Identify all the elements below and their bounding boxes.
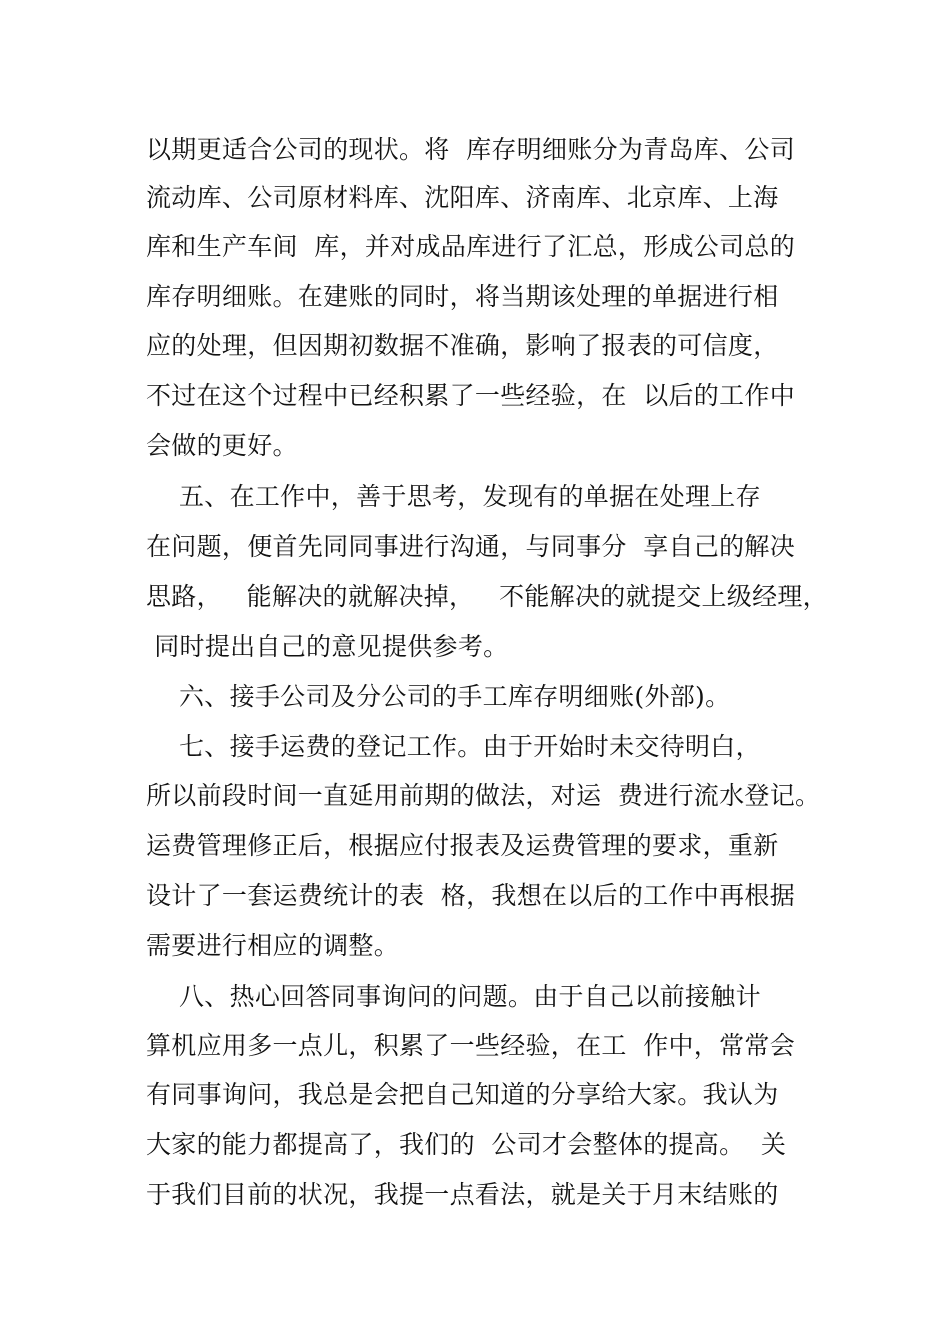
text-line: 五、在工作中，善于思考，发现有的单据在处理上存: [146, 482, 761, 511]
text-line: 不过在这个过程中已经积累了一些经验，在 以后的工作中: [146, 381, 795, 410]
text-line: 八、热心回答同事询问的问题。由于自己以前接触计: [146, 982, 761, 1011]
text-line: 七、接手运费的登记工作。由于开始时未交待明白，: [146, 732, 761, 761]
text-line: 设计了一套运费统计的表 格，我想在以后的工作中再根据: [146, 881, 795, 910]
text-line: 六、接手公司及分公司的手工库存明细账(外部)。: [146, 682, 731, 711]
text-line: 以期更适合公司的现状。将 库存明细账分为青岛库、公司: [146, 135, 795, 164]
text-line: 运费管理修正后，根据应付报表及运费管理的要求，重新: [146, 831, 779, 860]
text-line: 流动库、公司原材料库、沈阳库、济南库、北京库、上海: [146, 183, 779, 212]
text-line: 于我们目前的状况，我提一点看法，就是关于月末结账的: [146, 1180, 779, 1209]
text-line: 所以前段时间一直延用前期的做法，对运 费进行流水登记。: [146, 781, 821, 810]
text-line: 有同事询问，我总是会把自己知道的分享给大家。我认为: [146, 1080, 779, 1109]
text-line: 库和生产车间 库，并对成品库进行了汇总，形成公司总的: [146, 232, 795, 261]
text-line: 同时提出自己的意见提供参考。: [146, 632, 509, 661]
text-line: 在问题，便首先同同事进行沟通，与同事分 享自己的解决: [146, 532, 795, 561]
text-line: 大家的能力都提高了，我们的 公司才会整体的提高。 关: [146, 1130, 787, 1159]
text-line: 会做的更好。: [146, 431, 298, 460]
text-line: 库存明细账。在建账的同时，将当期该处理的单据进行相: [146, 282, 779, 311]
text-line: 需要进行相应的调整。: [146, 931, 400, 960]
text-line: 算机应用多一点儿，积累了一些经验，在工 作中，常常会: [146, 1031, 795, 1060]
text-line: 思路， 能解决的就解决掉， 不能解决的就提交上级经理，: [146, 582, 828, 611]
text-line: 应的处理，但因期初数据不准确，影响了报表的可信度，: [146, 331, 779, 360]
